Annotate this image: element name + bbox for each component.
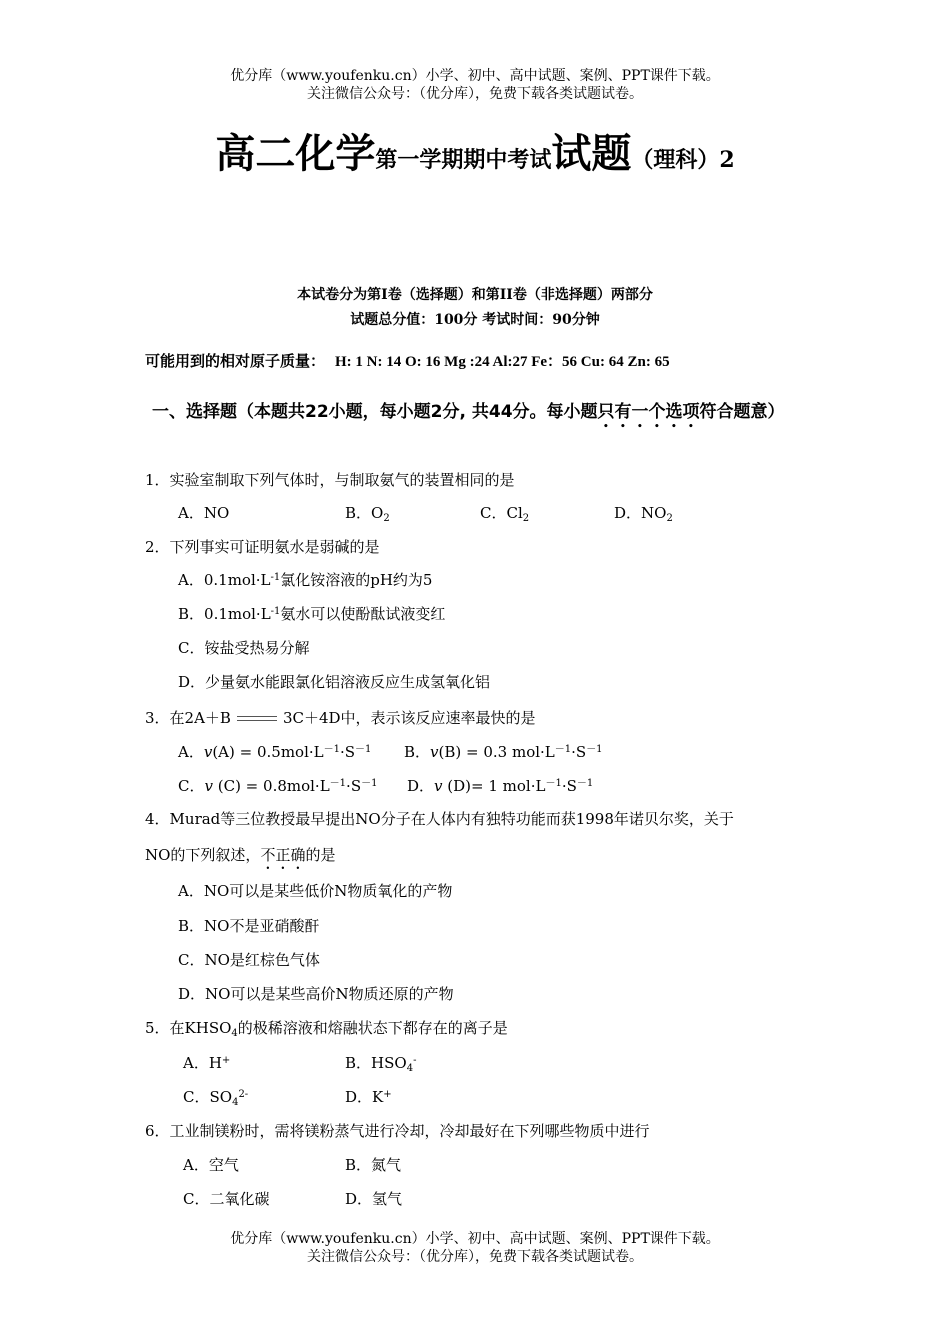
q4-option-d: D．NO可以是某些高价N物质还原的产物 (178, 985, 454, 1003)
title-part-2: 第一学期期中考试 (375, 147, 552, 173)
title-part-3: 试题 (551, 131, 632, 177)
q4-option-a: A．NO可以是某些低价N物质氧化的产物 (178, 882, 453, 900)
q1-option-c: C．$Cl_2$ (480, 504, 530, 524)
header (0, 67, 950, 103)
exam-info-line-2: 试题总分值：100分 考试时间：90分钟 (350, 312, 600, 328)
q3-option-a: A．$v(A) = 0.5mol\cdot L^{-1}\cdot S^{-1}$ (178, 743, 372, 761)
question-1-stem: 1．实验室制取下列气体时，与制取氨气的装置相同的是 (145, 471, 515, 489)
question-6-stem: 6．工业制镁粉时，需将镁粉蒸气进行冷却，冷却最好在下列哪些物质中进行 (145, 1122, 650, 1140)
q1-option-d: D．$NO_2$ (614, 504, 673, 524)
section-heading (152, 394, 822, 432)
header-line-1: 优分库（www.youfenku.cn）小学、初中、高中试题、案例、PPT课件下载。 (230, 68, 720, 84)
header-line-2: 关注微信公众号：（优分库），免费下载各类试题试卷。 (307, 86, 643, 102)
q6-option-b: B．氮气 (345, 1156, 402, 1174)
q5-option-b: B．$HSO_4^-$ (345, 1054, 417, 1074)
footer-line-1: 优分库（www.youfenku.cn）小学、初中、高中试题、案例、PPT课件下载。 (230, 1231, 720, 1247)
q3-option-c: C．v $(C) = 0.8mol\cdot L^{-1}\cdot S^{-1}$ (178, 777, 378, 795)
atomic-mass-label: 可能用到的相对原子质量： (145, 352, 326, 370)
q5-option-a: A．H+ (183, 1054, 231, 1072)
q4-option-b: B．NO不是亚硝酸酐 (178, 917, 320, 935)
q2-option-b: B．$0.1mol\cdot L^{-1}$氨水可以使酚酞试液变红 (178, 605, 446, 623)
q2-option-c: C．铵盐受热易分解 (178, 639, 310, 657)
equilibrium-arrow-icon (237, 714, 277, 724)
question-4-stem-line-2: NO的下列叙述，不正确的是 (145, 846, 336, 864)
section-prefix: 一、选择题（本题共22小题，每小题2分, 共44分。每小题 (152, 402, 598, 422)
question-3-stem: 3．在2A＋B 3C＋4D中，表示该反应速率最快的是 (145, 709, 536, 727)
title-part-1: 高二化学 (215, 131, 376, 177)
atomic-mass-line (145, 350, 670, 371)
footer (0, 1230, 950, 1266)
question-2-stem: 2．下列事实可证明氨水是弱碱的是 (145, 538, 380, 556)
q6-option-c: C．二氧化碳 (183, 1190, 270, 1208)
q6-option-a: A．空气 (183, 1156, 239, 1174)
q6-option-d: D．氢气 (345, 1190, 403, 1208)
atomic-mass-values: H: 1 N: 14 O: 16 Mg :24 Al:27 Fe：56 Cu: 64 Zn: 65 (335, 354, 670, 370)
q4-option-c: C．NO是红棕色气体 (178, 951, 320, 969)
footer-line-2: 关注微信公众号：（优分库），免费下载各类试题试卷。 (307, 1249, 643, 1265)
title-part-4: （理科）2 (631, 147, 735, 173)
q1-option-a: A．NO (178, 504, 230, 522)
q3-option-d: D．v (D)= 1 $mol\cdot L^{-1}\cdot S^{-1}$ (407, 777, 594, 795)
q5-option-c: C．$SO_4^{2-}$ (183, 1088, 249, 1108)
q2-option-a: A．$0.1mol\cdot L^{-1}$氯化铵溶液的pH约为5 (178, 571, 433, 589)
question-4-stem-line-1: 4．Murad等三位教授最早提出NO分子在人体内有独特功能而获1998年诺贝尔奖，关于 (145, 810, 734, 828)
exam-info-line-1: 本试卷分为第Ⅰ卷（选择题）和第II卷（非选择题）两部分 (297, 287, 653, 303)
page-title (0, 122, 950, 179)
q1-option-b: B．$O_2$ (345, 504, 390, 524)
section-suffix: 符合题意） (699, 402, 785, 422)
q3-option-b: B．v(B) = 0.3 $mol\cdot L^{-1}\cdot S^{-1}$ (404, 743, 603, 761)
question-5-stem: 5．在$KHSO_4$的极稀溶液和熔融状态下都存在的离子是 (145, 1019, 508, 1039)
section-emphasis: 只有一个选项 (597, 402, 700, 422)
q5-option-d: D．K+ (345, 1088, 392, 1106)
q2-option-d: D．少量氨水能跟氯化铝溶液反应生成氢氧化铝 (178, 673, 491, 691)
